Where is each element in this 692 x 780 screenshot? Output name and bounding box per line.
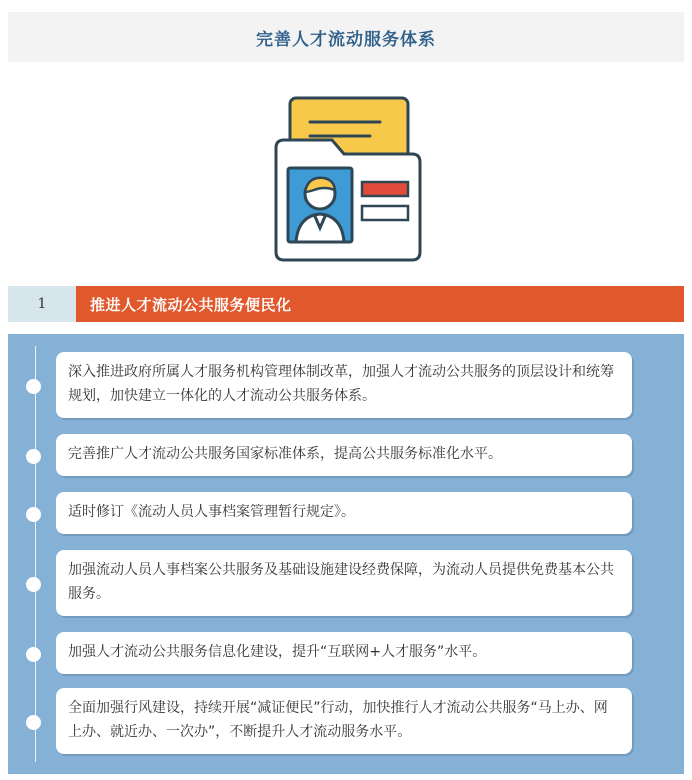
timeline-dot [26, 577, 41, 592]
timeline-dot [26, 715, 41, 730]
item-card: 全面加强行风建设，持续开展“减证便民”行动，加快推行人才流动公共服务“马上办、网上办、就近办、一次办”，不断提升人才流动服务水平。 [56, 688, 632, 754]
section-title: 推进人才流动公共服务便民化 [76, 286, 684, 322]
timeline-dot [26, 379, 41, 394]
timeline-dot [26, 449, 41, 464]
item-card: 深入推进政府所属人才服务机构管理体制改革，加强人才流动公共服务的顶层设计和统筹规划，加快建立一体化的人才流动公共服务体系。 [56, 352, 632, 418]
item-card: 加强流动人员人事档案公共服务及基础设施建设经费保障，为流动人员提供免费基本公共服务。 [56, 550, 632, 616]
timeline-line [35, 346, 36, 762]
timeline-dot [26, 507, 41, 522]
item-card: 完善推广人才流动公共服务国家标准体系，提高公共服务标准化水平。 [56, 434, 632, 476]
timeline-dot [26, 647, 41, 662]
id-card-folder-icon [268, 92, 428, 264]
item-card: 适时修订《流动人员人事档案管理暂行规定》。 [56, 492, 632, 534]
item-card: 加强人才流动公共服务信息化建设，提升“互联网+人才服务”水平。 [56, 632, 632, 674]
section-header [8, 286, 684, 322]
title-bar [8, 12, 684, 62]
page-title: 完善人才流动服务体系 [256, 29, 436, 50]
section-number: 1 [8, 286, 76, 322]
measures-panel [8, 334, 684, 774]
